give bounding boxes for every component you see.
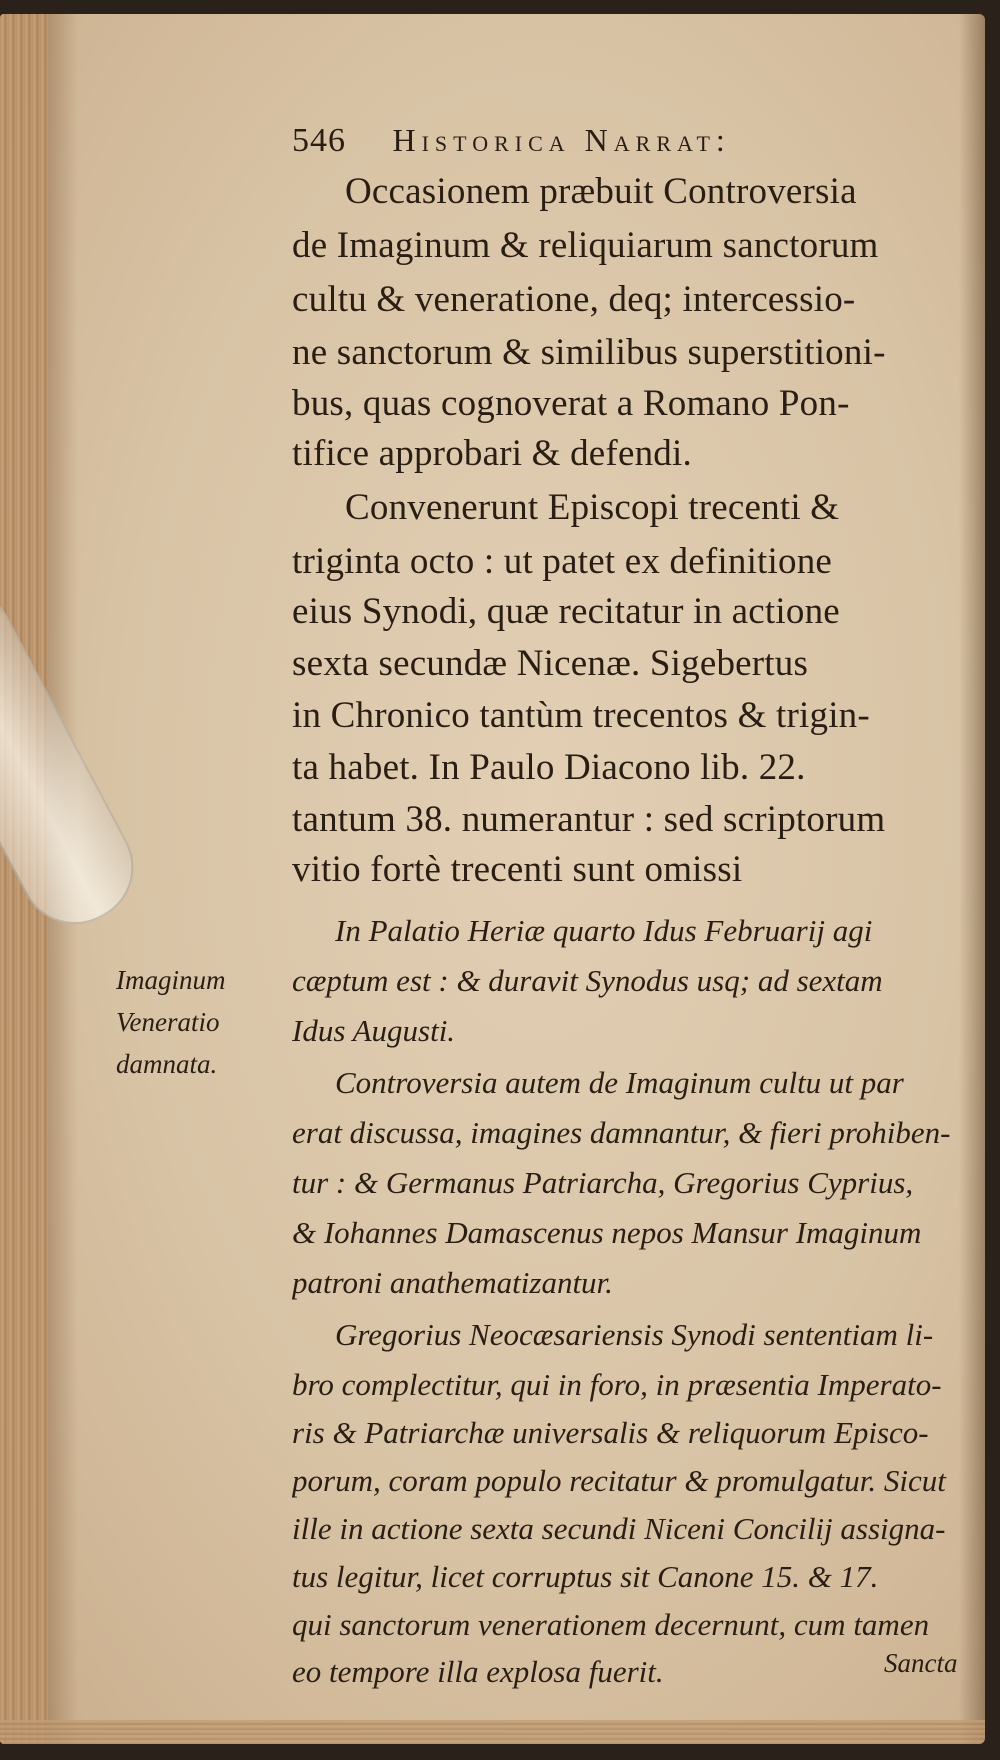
running-header bbox=[292, 122, 932, 172]
italic-line: qui sanctorum venerationem decernunt, cum tamen bbox=[292, 1607, 930, 1642]
body-line: Convenerunt Episcopi trecenti & bbox=[345, 487, 840, 528]
italic-line: patroni anathematizantur. bbox=[292, 1265, 613, 1300]
body-line: Occasionem præbuit Controversia bbox=[345, 171, 857, 212]
italic-line: Controversia autem de Imaginum cultu ut par bbox=[335, 1065, 904, 1100]
body-line: tantum 38. numerantur : sed scriptorum bbox=[292, 799, 886, 840]
italic-line: Gregorius Neocæsariensis Synodi sententiam li- bbox=[335, 1317, 934, 1352]
italic-line: tus legitur, licet corruptus sit Canone 15. & 17. bbox=[292, 1559, 879, 1594]
italic-line: tur : & Germanus Patriarcha, Gregorius Cyprius, bbox=[292, 1165, 914, 1200]
italic-line: eo tempore illa explosa fuerit. bbox=[292, 1654, 664, 1689]
margin-note-line: Veneratio bbox=[116, 1007, 220, 1037]
italic-line: Idus Augusti. bbox=[292, 1013, 456, 1048]
body-line: ta habet. In Paulo Diacono lib. 22. bbox=[292, 747, 806, 788]
body-line: in Chronico tantùm trecentos & trigin- bbox=[292, 695, 870, 736]
italic-line: porum, coram populo recitatur & promulgatur. Sicut bbox=[292, 1463, 946, 1498]
body-line: ne sanctorum & similibus superstitioni- bbox=[292, 332, 886, 373]
body-line: de Imaginum & reliquiarum sanctorum bbox=[292, 225, 879, 266]
italic-line: ris & Patriarchæ universalis & reliquorum Episco- bbox=[292, 1415, 929, 1450]
italic-line: cæptum est : & duravit Synodus usq; ad sextam bbox=[292, 963, 883, 998]
body-line: tifice approbari & defendi. bbox=[292, 433, 692, 474]
book-page bbox=[0, 14, 985, 1744]
italic-line: bro complectitur, qui in foro, in præsentia Imperato- bbox=[292, 1367, 942, 1402]
page-number: 546 bbox=[292, 122, 346, 159]
italic-line: ille in actione sexta secundi Niceni Concilij assigna- bbox=[292, 1511, 946, 1546]
margin-note-line: damnata. bbox=[116, 1049, 218, 1079]
margin-note bbox=[116, 959, 276, 1085]
bottom-page-edge bbox=[0, 1720, 985, 1744]
body-line: vitio fortè trecenti sunt omissi bbox=[292, 849, 743, 890]
catchword: Sancta bbox=[884, 1648, 958, 1678]
running-title: Historica Narrat: bbox=[392, 122, 731, 158]
body-line: eius Synodi, quæ recitatur in actione bbox=[292, 591, 840, 632]
italic-line: erat discussa, imagines damnantur, & fieri prohiben- bbox=[292, 1115, 951, 1150]
body-line: bus, quas cognoverat a Romano Pon- bbox=[292, 383, 850, 424]
italic-line: In Palatio Heriæ quarto Idus Februarij agi bbox=[335, 913, 873, 948]
italic-line: & Iohannes Damascenus nepos Mansur Imaginum bbox=[292, 1215, 922, 1250]
body-line: cultu & veneratione, deq; intercessio- bbox=[292, 279, 856, 320]
body-line: triginta octo : ut patet ex definitione bbox=[292, 541, 833, 582]
margin-note-line: Imaginum bbox=[116, 965, 226, 995]
body-line: sexta secundæ Nicenæ. Sigebertus bbox=[292, 643, 809, 684]
